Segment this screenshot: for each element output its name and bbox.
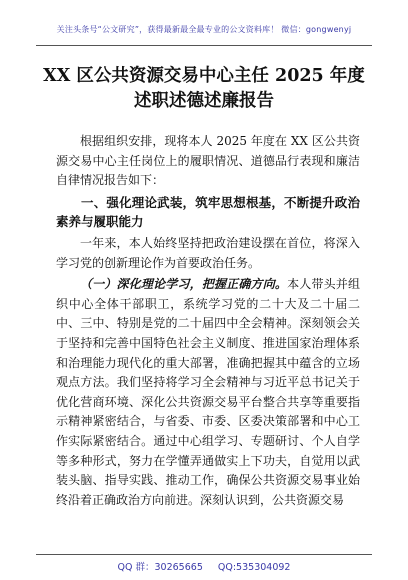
subsection-1-paragraph	[56, 275, 360, 510]
footer-divider	[36, 554, 372, 555]
intro-paragraph: 根据组织安排，现将本人 2025 年度在 XX 区公共资源交易中心主任岗位上的履职情况、道德品行表现和廉洁自律情况报告如下：	[56, 134, 360, 188]
subsection-1-heading: （一）深化理论学习，把握正确方向。	[80, 277, 288, 292]
section-1-intro: 一年来，本人始终坚持把政治建设摆在首位，将深入学习党的创新理论作为首要政治任务。	[56, 235, 360, 270]
footer-qq-contact: QQ:535304092	[217, 562, 291, 573]
document-title: XX 区公共资源交易中心主任 2025 年度述职述德述廉报告	[43, 66, 365, 111]
subsection-1-text: 本人带头并组织中心全体干部职工，系统学习党的二十大及二十届二中、三中、特别是党的二十届四中全会精神。深刻领会关于坚持和完善中国特色社会主义制度、推进国家治理体系和治理能力现代化的重大部署，准确把握其中蕴含的立场观点方法。我们坚持将学习全会精神与习近平总书记关于优化营商环境、深化公共资源交易平台整合共享等重要指示精神紧密结合，与省委、市委、区委决策部署和中心工作实际紧密结合。通过中心组学习、专题研讨、个人自学等多种形式，努力在学懂弄通做实上下功夫，自觉用以武装头脑、指导实践、推动工作，确保公共资源交易事业始终沿着正确政治方向前进。深刻认识到，公共资源交易	[56, 277, 360, 507]
footer-qq-group: QQ 群：30265665	[117, 562, 203, 573]
footer	[0, 559, 408, 573]
header-divider	[36, 45, 372, 46]
document-body	[56, 132, 360, 512]
section-heading-1: 一、强化理论武装，筑牢思想根基，不断提升政治素养与履职能力	[56, 194, 360, 230]
header-banner: 关注头条号“公文研究”，获得最新最全最专业的公文资料库！ 微信：gongwenyj	[56, 25, 352, 34]
